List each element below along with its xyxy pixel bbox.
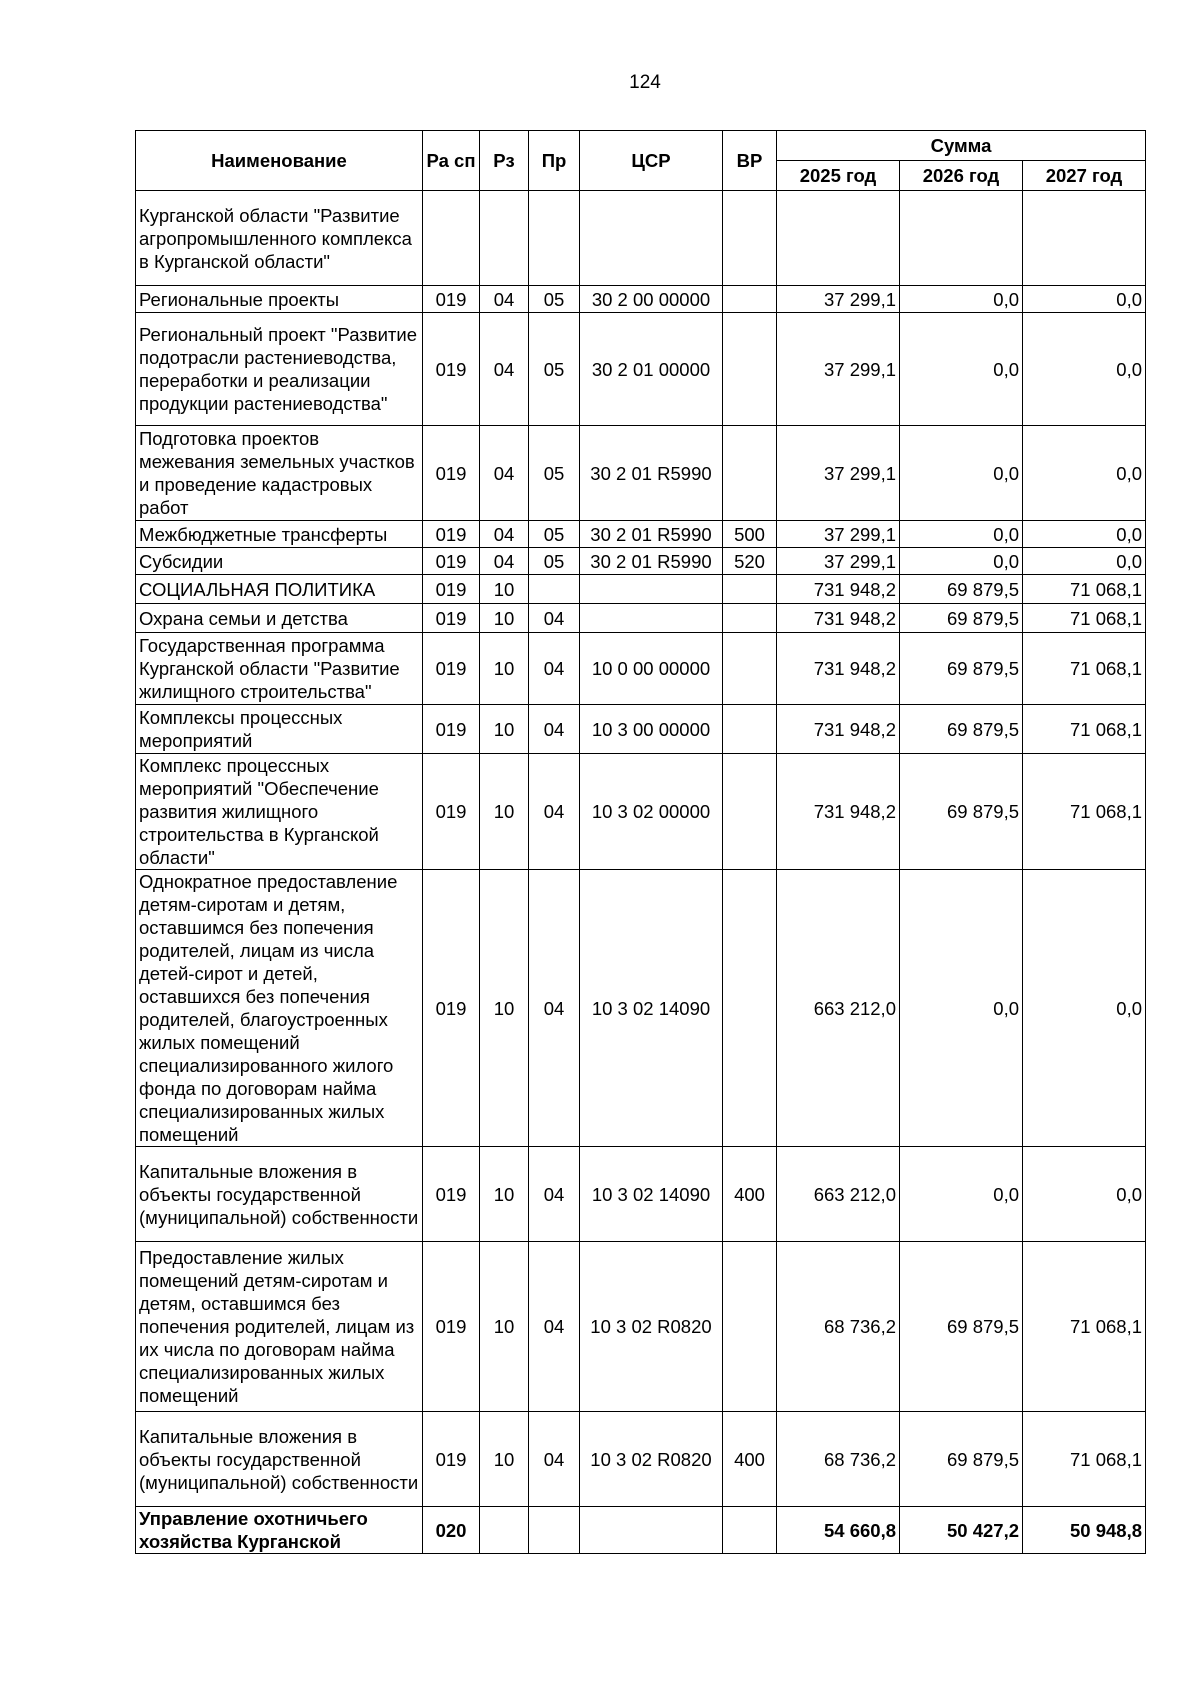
cell-sum-2026: 0,0 [900,870,1023,1147]
header-rasp: Ра сп [423,131,480,191]
cell-rz: 04 [480,426,529,521]
cell-sum-2026: 0,0 [900,313,1023,426]
cell-name: Курганской области "Развитие агропромышленного комплекса в Курганской области" [136,191,423,286]
cell-csr [580,191,723,286]
cell-pr: 05 [529,313,580,426]
cell-rz: 10 [480,633,529,705]
cell-rz [480,1507,529,1554]
cell-pr: 05 [529,426,580,521]
cell-sum-2025: 37 299,1 [777,286,900,313]
cell-pr [529,1507,580,1554]
cell-rz: 10 [480,705,529,754]
cell-pr: 05 [529,521,580,548]
cell-sum-2027: 71 068,1 [1023,754,1146,870]
cell-rasp: 019 [423,575,480,604]
cell-rz: 04 [480,521,529,548]
cell-sum-2027: 0,0 [1023,548,1146,575]
cell-pr: 04 [529,604,580,633]
cell-sum-2026: 69 879,5 [900,604,1023,633]
table-row [136,426,1146,521]
cell-pr: 04 [529,1412,580,1507]
cell-sum-2026: 69 879,5 [900,575,1023,604]
cell-sum-2025: 731 948,2 [777,633,900,705]
cell-sum-2025: 54 660,8 [777,1507,900,1554]
table-row [136,604,1146,633]
cell-name: Подготовка проектов межевания земельных участков и проведение кадастровых работ [136,426,423,521]
cell-rz: 10 [480,1412,529,1507]
cell-vr [723,754,777,870]
table-row [136,313,1146,426]
cell-csr [580,604,723,633]
cell-rz: 10 [480,604,529,633]
cell-sum-2026: 69 879,5 [900,1412,1023,1507]
cell-vr: 400 [723,1147,777,1242]
cell-csr: 10 3 02 00000 [580,754,723,870]
cell-csr: 30 2 01 R5990 [580,426,723,521]
cell-rasp: 019 [423,286,480,313]
table-row [136,633,1146,705]
header-year-2026: 2026 год [900,161,1023,191]
cell-csr: 30 2 01 R5990 [580,521,723,548]
cell-rasp: 019 [423,633,480,705]
cell-pr: 04 [529,870,580,1147]
cell-sum-2027: 0,0 [1023,313,1146,426]
cell-sum-2025: 663 212,0 [777,870,900,1147]
cell-sum-2027: 0,0 [1023,426,1146,521]
cell-vr [723,286,777,313]
cell-sum-2025: 731 948,2 [777,575,900,604]
cell-sum-2025: 731 948,2 [777,754,900,870]
cell-name: Межбюджетные трансферты [136,521,423,548]
header-year-2025: 2025 год [777,161,900,191]
page-number: 124 [629,72,661,93]
cell-rasp: 019 [423,754,480,870]
cell-sum-2025: 37 299,1 [777,548,900,575]
cell-csr [580,1507,723,1554]
cell-sum-2027: 71 068,1 [1023,1412,1146,1507]
cell-sum-2025: 731 948,2 [777,604,900,633]
cell-rasp: 019 [423,313,480,426]
cell-name: Субсидии [136,548,423,575]
table-body [136,191,1146,1554]
cell-rz: 10 [480,1242,529,1412]
cell-name: Комплекс процессных мероприятий "Обеспечение развития жилищного строительства в Курганской области" [136,754,423,870]
cell-sum-2027: 71 068,1 [1023,604,1146,633]
cell-rasp: 019 [423,1242,480,1412]
cell-sum-2027: 0,0 [1023,870,1146,1147]
cell-sum-2027: 71 068,1 [1023,1242,1146,1412]
cell-name: Комплексы процессных мероприятий [136,705,423,754]
table-row [136,705,1146,754]
cell-name: Управление охотничьего хозяйства Курганской [136,1507,423,1554]
cell-name: Однократное предоставление детям-сиротам и детям, оставшимся без попечения родителей, лицам из числа детей-сирот и детей, оставшихся без попечения родителей, благоустроенных жилых помещений специализированного жилого фонда по договорам найма специализированных жилых помещений [136,870,423,1147]
cell-csr: 10 3 00 00000 [580,705,723,754]
cell-rz: 04 [480,313,529,426]
cell-sum-2025: 731 948,2 [777,705,900,754]
cell-vr [723,1507,777,1554]
cell-vr [723,604,777,633]
cell-pr: 04 [529,705,580,754]
cell-name: Капитальные вложения в объекты государственной (муниципальной) собственности [136,1412,423,1507]
table-row [136,575,1146,604]
table-row [136,286,1146,313]
header-rz: Рз [480,131,529,191]
table-row [136,548,1146,575]
cell-vr: 400 [723,1412,777,1507]
cell-sum-2026: 69 879,5 [900,1242,1023,1412]
cell-name: СОЦИАЛЬНАЯ ПОЛИТИКА [136,575,423,604]
cell-pr: 04 [529,1242,580,1412]
cell-sum-2026 [900,191,1023,286]
cell-rasp [423,191,480,286]
table-row [136,521,1146,548]
cell-name: Предоставление жилых помещений детям-сиротам и детям, оставшимся без попечения родителей, лицам из их числа по договорам найма специализированных жилых помещений [136,1242,423,1412]
table-row [136,1412,1146,1507]
table-row [136,191,1146,286]
table-row [136,870,1146,1147]
cell-rasp: 019 [423,604,480,633]
cell-sum-2025: 68 736,2 [777,1242,900,1412]
cell-sum-2026: 0,0 [900,548,1023,575]
cell-rz: 10 [480,870,529,1147]
table-row [136,1147,1146,1242]
cell-sum-2026: 0,0 [900,521,1023,548]
cell-rz: 10 [480,575,529,604]
header-sum: Сумма [777,131,1146,161]
header-vr: ВР [723,131,777,191]
cell-csr: 30 2 01 00000 [580,313,723,426]
cell-name: Государственная программа Курганской области "Развитие жилищного строительства" [136,633,423,705]
cell-vr [723,1242,777,1412]
cell-sum-2027: 0,0 [1023,1147,1146,1242]
cell-csr: 10 3 02 14090 [580,1147,723,1242]
table-row [136,1242,1146,1412]
cell-sum-2026: 69 879,5 [900,633,1023,705]
cell-rasp: 019 [423,548,480,575]
cell-sum-2025 [777,191,900,286]
cell-sum-2026: 0,0 [900,286,1023,313]
cell-name: Региональный проект "Развитие подотрасли растениеводства, переработки и реализации продукции растениеводства" [136,313,423,426]
cell-pr [529,191,580,286]
cell-rz: 04 [480,548,529,575]
cell-pr: 04 [529,1147,580,1242]
header-name: Наименование [136,131,423,191]
cell-csr: 10 0 00 00000 [580,633,723,705]
cell-vr [723,313,777,426]
cell-name: Охрана семьи и детства [136,604,423,633]
cell-rasp: 019 [423,521,480,548]
cell-sum-2026: 0,0 [900,1147,1023,1242]
cell-sum-2027: 50 948,8 [1023,1507,1146,1554]
cell-csr [580,575,723,604]
cell-rasp: 019 [423,1147,480,1242]
cell-sum-2027: 71 068,1 [1023,633,1146,705]
header-year-2027: 2027 год [1023,161,1146,191]
cell-rz: 04 [480,286,529,313]
cell-sum-2027: 0,0 [1023,286,1146,313]
cell-pr: 05 [529,548,580,575]
cell-sum-2027 [1023,191,1146,286]
budget-table [135,130,1146,1554]
cell-sum-2025: 663 212,0 [777,1147,900,1242]
cell-vr [723,633,777,705]
cell-sum-2025: 68 736,2 [777,1412,900,1507]
cell-rasp: 019 [423,1412,480,1507]
cell-sum-2025: 37 299,1 [777,426,900,521]
table-row [136,754,1146,870]
cell-sum-2025: 37 299,1 [777,313,900,426]
table-row [136,1507,1146,1554]
cell-rasp: 019 [423,426,480,521]
cell-rasp: 019 [423,870,480,1147]
cell-rz: 10 [480,1147,529,1242]
cell-vr: 500 [723,521,777,548]
cell-rasp: 020 [423,1507,480,1554]
cell-sum-2026: 69 879,5 [900,754,1023,870]
cell-csr: 10 3 02 R0820 [580,1412,723,1507]
cell-vr [723,575,777,604]
cell-rz: 10 [480,754,529,870]
cell-vr [723,191,777,286]
cell-name: Капитальные вложения в объекты государственной (муниципальной) собственности [136,1147,423,1242]
cell-csr: 10 3 02 R0820 [580,1242,723,1412]
cell-sum-2026: 0,0 [900,426,1023,521]
cell-sum-2026: 69 879,5 [900,705,1023,754]
cell-sum-2026: 50 427,2 [900,1507,1023,1554]
cell-pr: 05 [529,286,580,313]
cell-vr: 520 [723,548,777,575]
cell-pr [529,575,580,604]
cell-rasp: 019 [423,705,480,754]
cell-sum-2027: 71 068,1 [1023,575,1146,604]
cell-rz [480,191,529,286]
cell-vr [723,705,777,754]
cell-vr [723,426,777,521]
cell-pr: 04 [529,633,580,705]
cell-sum-2027: 71 068,1 [1023,705,1146,754]
cell-vr [723,870,777,1147]
cell-pr: 04 [529,754,580,870]
cell-csr: 30 2 00 00000 [580,286,723,313]
header-csr: ЦСР [580,131,723,191]
cell-sum-2027: 0,0 [1023,521,1146,548]
cell-sum-2025: 37 299,1 [777,521,900,548]
header-pr: Пр [529,131,580,191]
cell-name: Региональные проекты [136,286,423,313]
cell-csr: 30 2 01 R5990 [580,548,723,575]
cell-csr: 10 3 02 14090 [580,870,723,1147]
